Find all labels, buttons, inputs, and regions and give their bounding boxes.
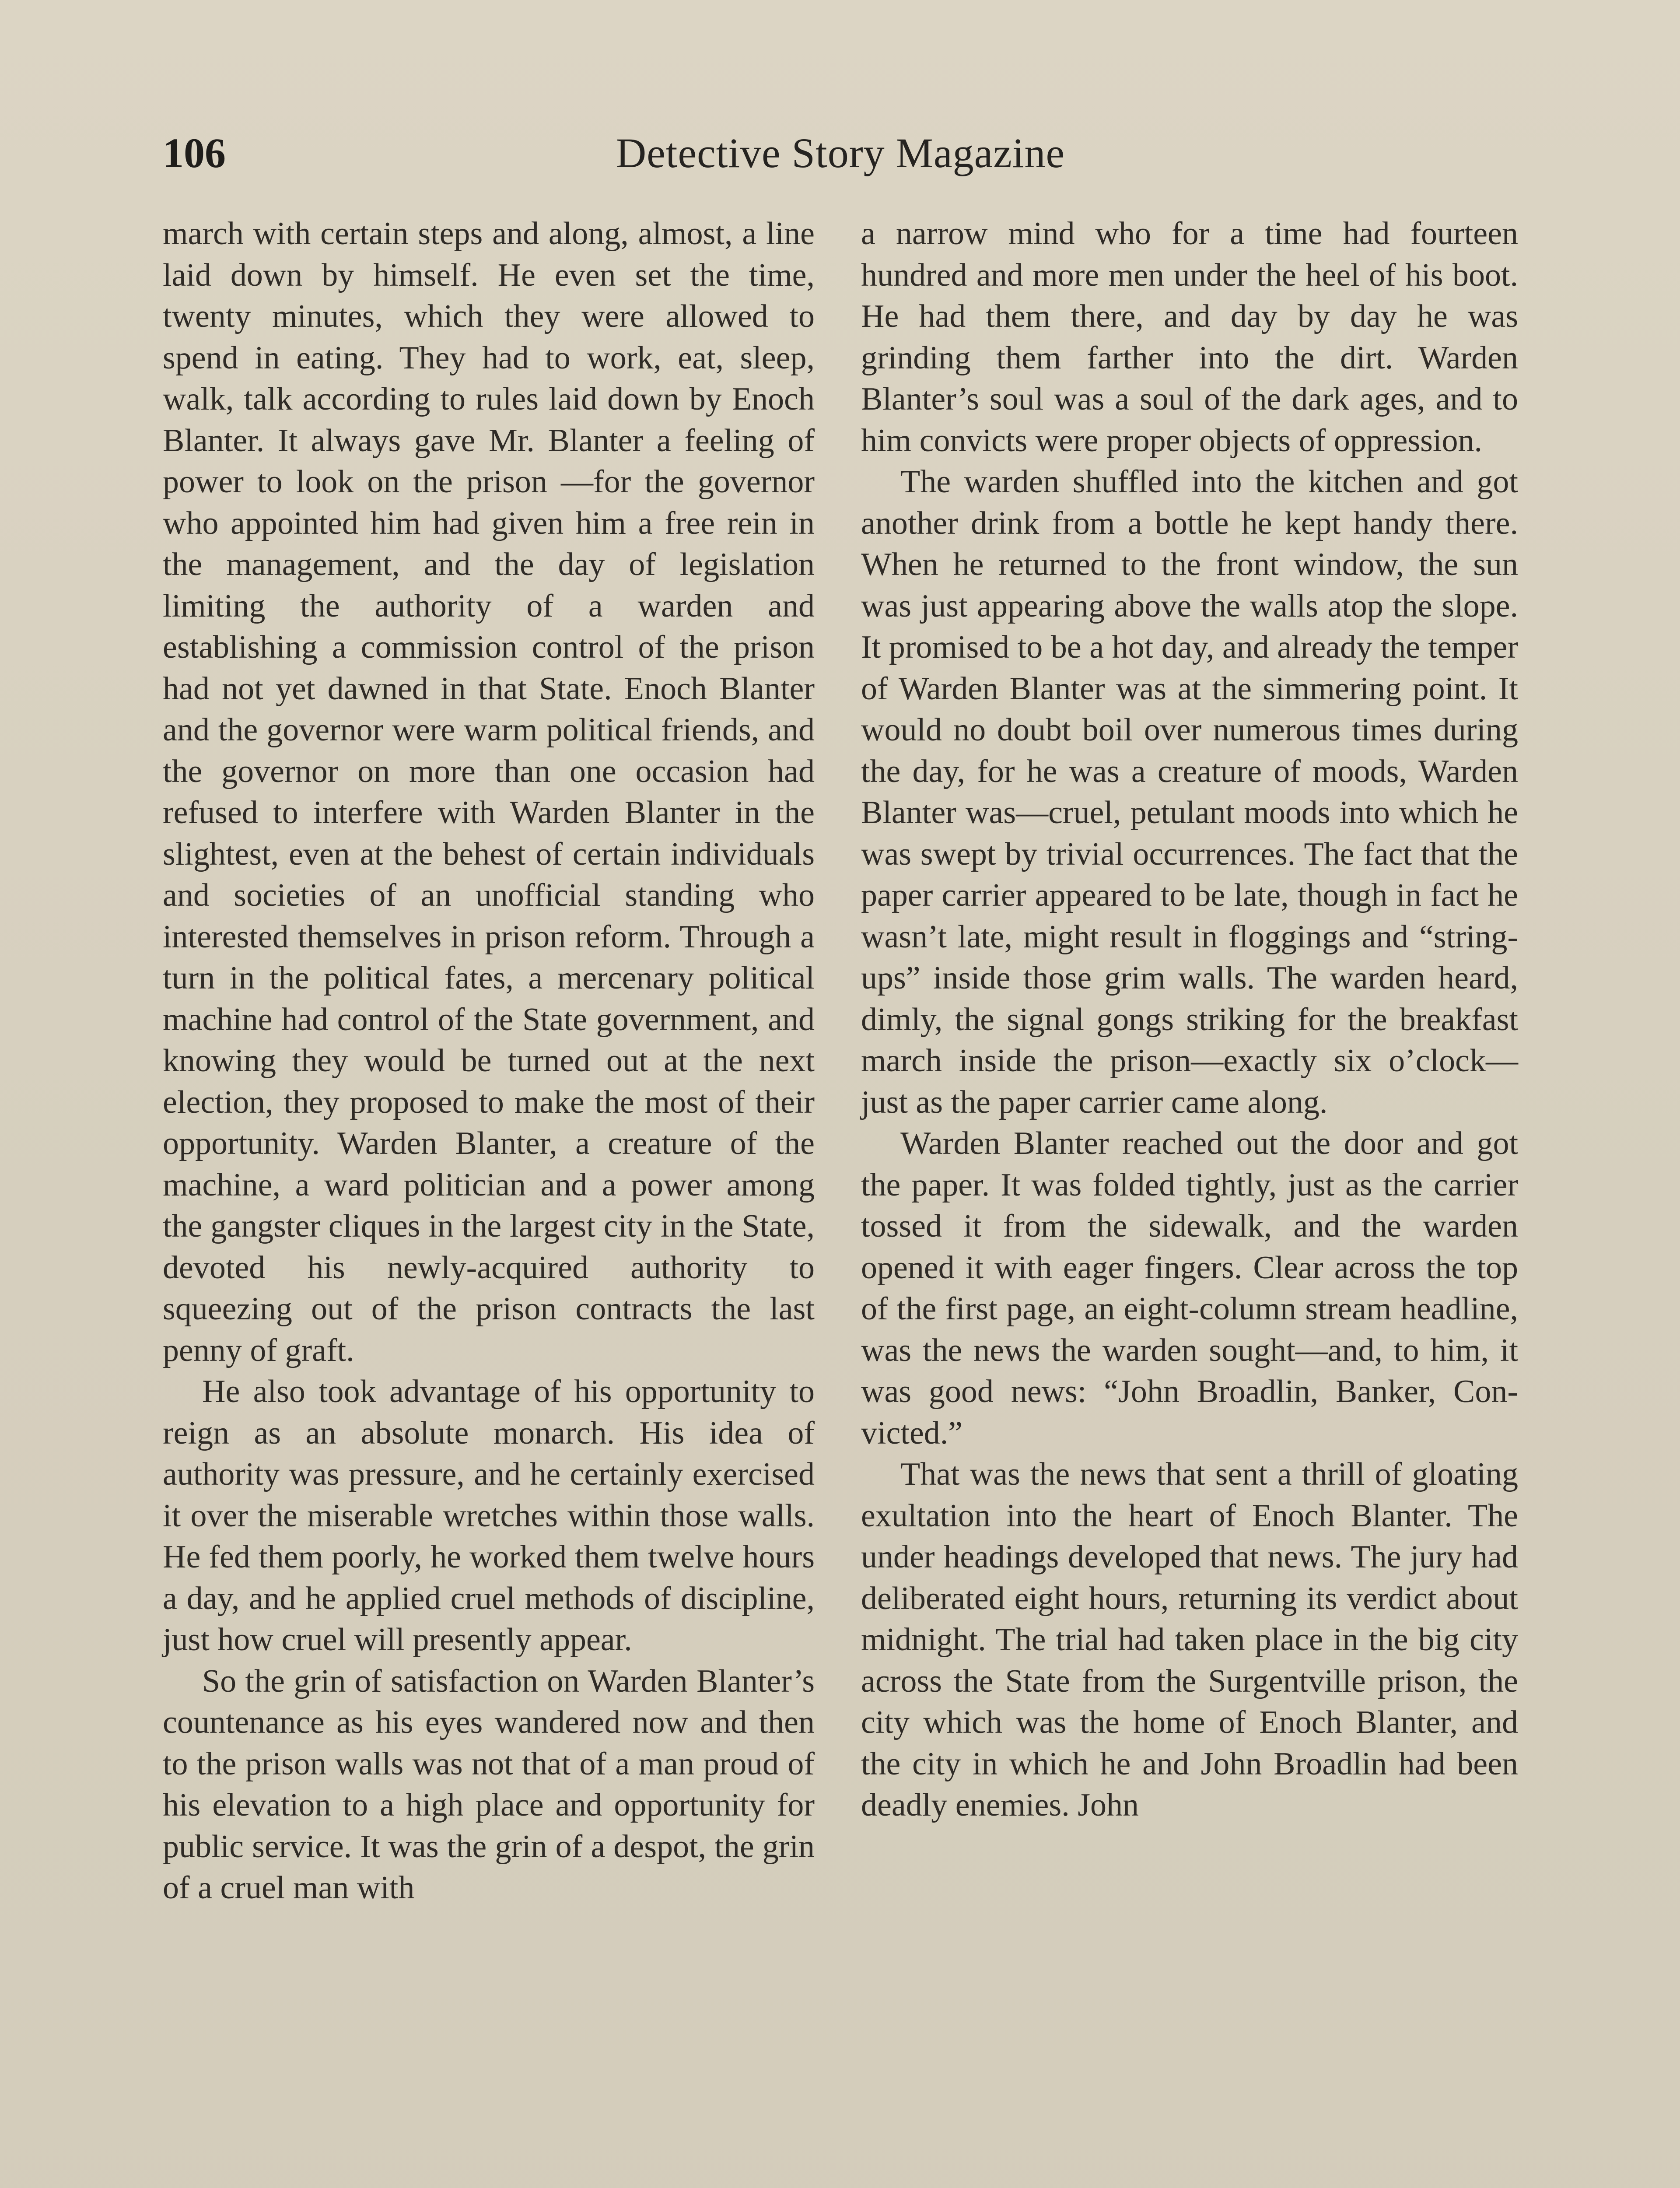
right-paragraph-1: a narrow mind who for a time had fourteen hundred and more men under the heel of his boot. He had them there, and day by day he was grinding them farther into the dirt. Warden Blanter’s soul was a soul of the dark ages, and to him convicts were proper objects of oppression. <box>861 216 1518 459</box>
right-paragraph-2: The warden shuffled into the kitchen and got another drink from a bottle he kept handy there. When he returned to the front window, the sun was just appearing above the walls atop the slope. It promised to be a hot day, and already the temper of Warden Blanter was at the simmering point. It would no doubt boil over numerous times during the day, for he was a creature of moods, Warden Blanter was—cruel, petulant moods into which he was swept by trivial occurrences. The fact that the paper carrier appeared to be late, though in fact he wasn’t late, might result in floggings and “string-ups” inside those grim walls. The warden heard, dimly, the signal gongs striking for the breakfast march inside the prison—exactly six o’clock—just as the paper carrier came along. <box>861 464 1518 1120</box>
left-paragraph-1: march with certain steps and along, almost, a line laid down by himself. He even set the time, twenty minutes, which they were allowed to spend in eating. They had to work, eat, sleep, walk, talk according to rules laid down by Enoch Blanter. It always gave Mr. Blanter a feeling of power to look on the prison —for the governor who appointed him had given him a free rein in the management, and the day of legislation limiting the authority of a warden and establishing a commission control of the prison had not yet dawned in that State. Enoch Blanter and the governor were warm political friends, and the governor on more than one occasion had refused to interfere with Warden Blanter in the slightest, even at the behest of certain individuals and societies of an unofficial standing who interested themselves in prison reform. Through a turn in the political fates, a mercenary political machine had control of the State government, and knowing they would be turned out at the next election, they proposed to make the most of their opportunity. Warden Blanter, a creature of the machine, a ward politician and a power among the gangster cliques in the largest city in the State, devoted his newly-acquired authority to squeezing out of the prison contracts the last penny of graft. <box>163 216 815 1368</box>
right-paragraph-4: That was the news that sent a thrill of gloating exultation into the heart of Enoch Blanter. The under headings developed that news. The jury had deliberated eight hours, returning its verdict about midnight. The trial had taken place in the big city across the State from the Surgentville prison, the city which was the home of Enoch Blanter, and the city in which he and John Broadlin had been deadly enemies. John <box>861 1456 1518 1823</box>
right-paragraph-3: Warden Blanter reached out the door and got the paper. It was folded tightly, just as the carrier tossed it from the sidewalk, and the warden opened it with eager fingers. Clear across the top of the first page, an eight-column stream headline, was the news the warden sought—and, to him, it was good news: “John Broadlin, Banker, Convicted.” <box>861 1126 1518 1451</box>
magazine-title: Detective Story Magazine <box>616 130 1065 176</box>
left-paragraph-2: He also took advantage of his opportunity to reign as an absolute monarch. His idea of authority was pressure, and he certainly exercised it over the miserable wretches within those walls. He fed them poorly, he worked them twelve hours a day, and he applied cruel methods of discipline, just how cruel will presently appear. <box>163 1374 815 1658</box>
page-number: 106 <box>163 130 226 176</box>
left-column <box>163 213 815 1909</box>
right-column <box>861 213 1518 1826</box>
left-paragraph-3: So the grin of satisfaction on Warden Blanter’s countenance as his eyes wandered now and then to the prison walls was not that of a man proud of his elevation to a high place and opportunity for public service. It was the grin of a despot, the grin of a cruel man with <box>163 1663 815 1906</box>
page-header <box>163 127 1518 184</box>
